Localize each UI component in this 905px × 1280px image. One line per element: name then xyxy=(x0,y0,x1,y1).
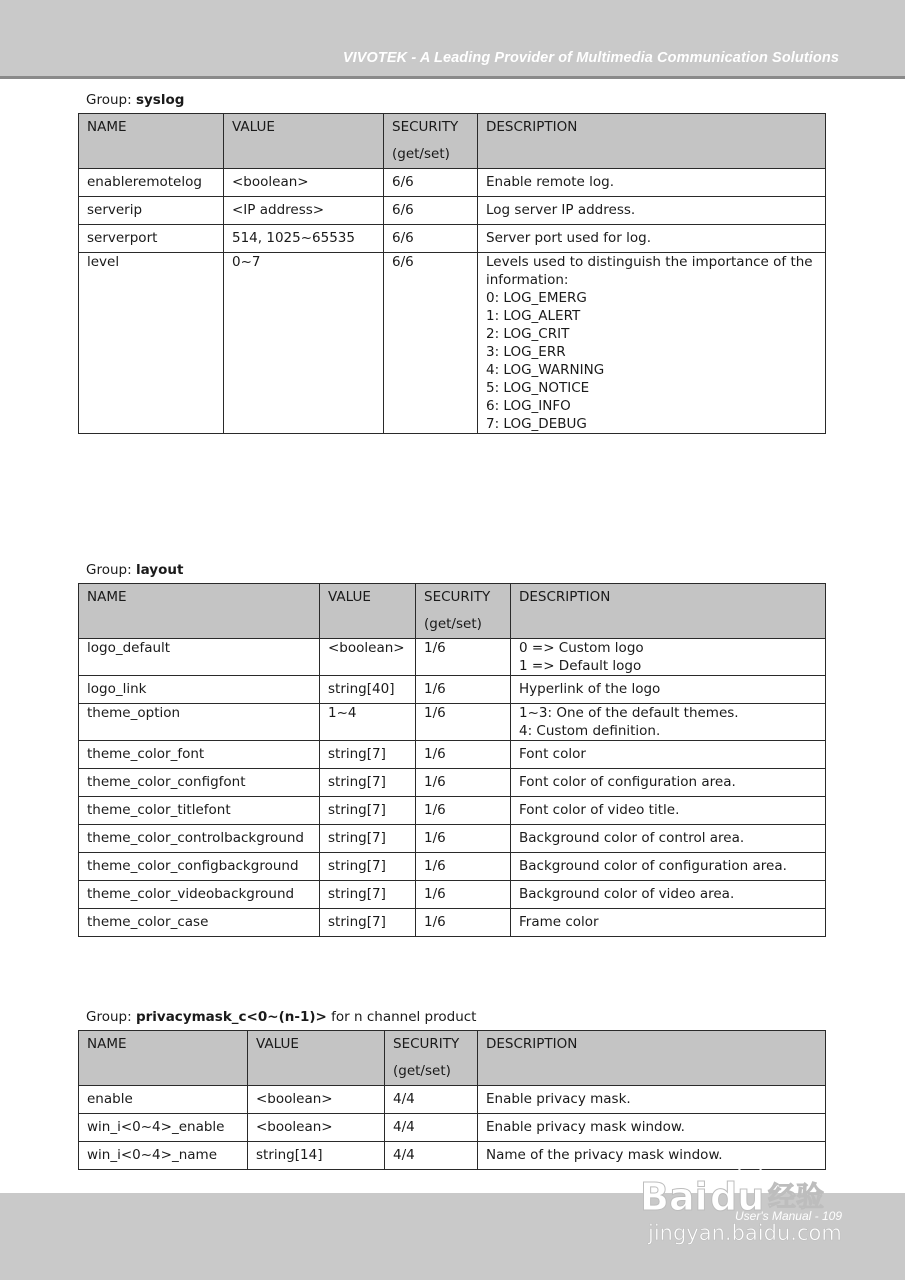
col-name: NAME xyxy=(79,584,320,639)
param-value: 514, 1025~65535 xyxy=(224,225,384,253)
param-description: Name of the privacy mask window. xyxy=(478,1142,826,1170)
param-name: win_i<0~4>_name xyxy=(79,1142,248,1170)
table-header-row xyxy=(79,584,826,639)
table-row xyxy=(79,1086,826,1114)
col-value: VALUE xyxy=(224,114,384,169)
col-security: SECURITY (get/set) xyxy=(384,114,478,169)
param-value: <boolean> xyxy=(224,169,384,197)
layout-table xyxy=(78,583,826,937)
col-description: DESCRIPTION xyxy=(478,114,826,169)
param-value: string[7] xyxy=(320,825,416,853)
param-name: theme_color_videobackground xyxy=(79,881,320,909)
col-security: SECURITY (get/set) xyxy=(385,1031,478,1086)
param-description: Background color of configuration area. xyxy=(511,853,826,881)
param-security: 4/4 xyxy=(385,1142,478,1170)
param-name: theme_option xyxy=(79,704,320,741)
param-security: 6/6 xyxy=(384,253,478,434)
table-row xyxy=(79,769,826,797)
table-row xyxy=(79,853,826,881)
param-security: 1/6 xyxy=(416,704,511,741)
table-row xyxy=(79,881,826,909)
param-security: 1/6 xyxy=(416,881,511,909)
footer-page-number: User's Manual - 109 xyxy=(734,1209,842,1223)
param-description: Log server IP address. xyxy=(478,197,826,225)
table-row xyxy=(79,197,826,225)
param-name: enableremotelog xyxy=(79,169,224,197)
col-name: NAME xyxy=(79,114,224,169)
table-header-row xyxy=(79,114,826,169)
param-value: string[7] xyxy=(320,909,416,937)
param-name: theme_color_configbackground xyxy=(79,853,320,881)
param-description: Background color of video area. xyxy=(511,881,826,909)
param-value: string[7] xyxy=(320,881,416,909)
table-row xyxy=(79,676,826,704)
table-row xyxy=(79,797,826,825)
param-description: Enable remote log. xyxy=(478,169,826,197)
param-name: logo_link xyxy=(79,676,320,704)
param-security: 1/6 xyxy=(416,769,511,797)
table-row xyxy=(79,639,826,676)
svg-text:Bai: Bai xyxy=(640,1175,708,1219)
param-description: Font color xyxy=(511,741,826,769)
col-security: SECURITY (get/set) xyxy=(416,584,511,639)
param-security: 1/6 xyxy=(416,797,511,825)
param-security: 1/6 xyxy=(416,676,511,704)
param-value: <boolean> xyxy=(320,639,416,676)
svg-text:du: du xyxy=(710,1175,765,1219)
col-value: VALUE xyxy=(248,1031,385,1086)
syslog-table xyxy=(78,113,826,434)
param-description: Server port used for log. xyxy=(478,225,826,253)
param-value: string[14] xyxy=(248,1142,385,1170)
description-line: 1~3: One of the default themes. xyxy=(519,705,739,721)
param-description: Hyperlink of the logo xyxy=(511,676,826,704)
description-line: 5: LOG_NOTICE xyxy=(486,380,590,396)
param-value: <boolean> xyxy=(248,1086,385,1114)
param-name: theme_color_case xyxy=(79,909,320,937)
col-description: DESCRIPTION xyxy=(478,1031,826,1086)
header-divider xyxy=(0,76,905,79)
param-name: theme_color_configfont xyxy=(79,769,320,797)
group-label-layout: Group: layout xyxy=(86,562,184,578)
param-security: 1/6 xyxy=(416,741,511,769)
table-row xyxy=(79,169,826,197)
baidu-watermark-logo xyxy=(640,1148,860,1248)
table-row xyxy=(79,704,826,741)
param-value: string[7] xyxy=(320,741,416,769)
param-security: 1/6 xyxy=(416,639,511,676)
col-name: NAME xyxy=(79,1031,248,1086)
param-description: Enable privacy mask. xyxy=(478,1086,826,1114)
table-row xyxy=(79,741,826,769)
param-name: level xyxy=(79,253,224,434)
description-line: 7: LOG_DEBUG xyxy=(486,416,587,432)
param-security: 6/6 xyxy=(384,225,478,253)
param-security: 1/6 xyxy=(416,825,511,853)
table-row xyxy=(79,225,826,253)
description-line: information: xyxy=(486,272,569,288)
param-security: 6/6 xyxy=(384,169,478,197)
param-name: enable xyxy=(79,1086,248,1114)
param-value: string[40] xyxy=(320,676,416,704)
param-name: theme_color_titlefont xyxy=(79,797,320,825)
param-description xyxy=(478,253,826,434)
param-name: serverport xyxy=(79,225,224,253)
table-row xyxy=(79,825,826,853)
group-label-syslog: Group: syslog xyxy=(86,92,185,108)
description-line: 4: Custom definition. xyxy=(519,723,661,739)
param-value: <IP address> xyxy=(224,197,384,225)
param-description xyxy=(511,639,826,676)
param-security: 1/6 xyxy=(416,853,511,881)
param-value: string[7] xyxy=(320,853,416,881)
table-row xyxy=(79,909,826,937)
table-row xyxy=(79,253,826,434)
description-line: 1: LOG_ALERT xyxy=(486,308,581,324)
group-label-privacymask: Group: privacymask_c<0~(n-1)> for n channel product xyxy=(86,1009,477,1025)
description-line: 4: LOG_WARNING xyxy=(486,362,605,378)
svg-text:经验: 经验 xyxy=(768,1180,825,1213)
param-name: theme_color_controlbackground xyxy=(79,825,320,853)
param-name: theme_color_font xyxy=(79,741,320,769)
param-security: 6/6 xyxy=(384,197,478,225)
param-value: string[7] xyxy=(320,769,416,797)
param-description: Font color of video title. xyxy=(511,797,826,825)
description-line: 1 => Default logo xyxy=(519,658,642,674)
description-line: 3: LOG_ERR xyxy=(486,344,566,360)
param-value: string[7] xyxy=(320,797,416,825)
description-line: 6: LOG_INFO xyxy=(486,398,571,414)
description-line: Levels used to distinguish the importance of the xyxy=(486,254,813,270)
param-name: win_i<0~4>_enable xyxy=(79,1114,248,1142)
param-description: Background color of control area. xyxy=(511,825,826,853)
param-value: <boolean> xyxy=(248,1114,385,1142)
col-description: DESCRIPTION xyxy=(511,584,826,639)
param-description: Enable privacy mask window. xyxy=(478,1114,826,1142)
description-line: 2: LOG_CRIT xyxy=(486,326,570,342)
param-value: 1~4 xyxy=(320,704,416,741)
param-description: Font color of configuration area. xyxy=(511,769,826,797)
param-description: Frame color xyxy=(511,909,826,937)
svg-text:jingyan.baidu.com: jingyan.baidu.com xyxy=(648,1221,842,1245)
param-security: 1/6 xyxy=(416,909,511,937)
param-name: logo_default xyxy=(79,639,320,676)
description-line: 0 => Custom logo xyxy=(519,640,644,656)
param-name: serverip xyxy=(79,197,224,225)
param-security: 4/4 xyxy=(385,1086,478,1114)
param-description xyxy=(511,704,826,741)
param-value: 0~7 xyxy=(224,253,384,434)
param-security: 4/4 xyxy=(385,1114,478,1142)
header-title: VIVOTEK - A Leading Provider of Multimedia Communication Solutions xyxy=(342,50,839,66)
table-header-row xyxy=(79,1031,826,1086)
description-line: 0: LOG_EMERG xyxy=(486,290,587,306)
col-value: VALUE xyxy=(320,584,416,639)
table-row xyxy=(79,1114,826,1142)
